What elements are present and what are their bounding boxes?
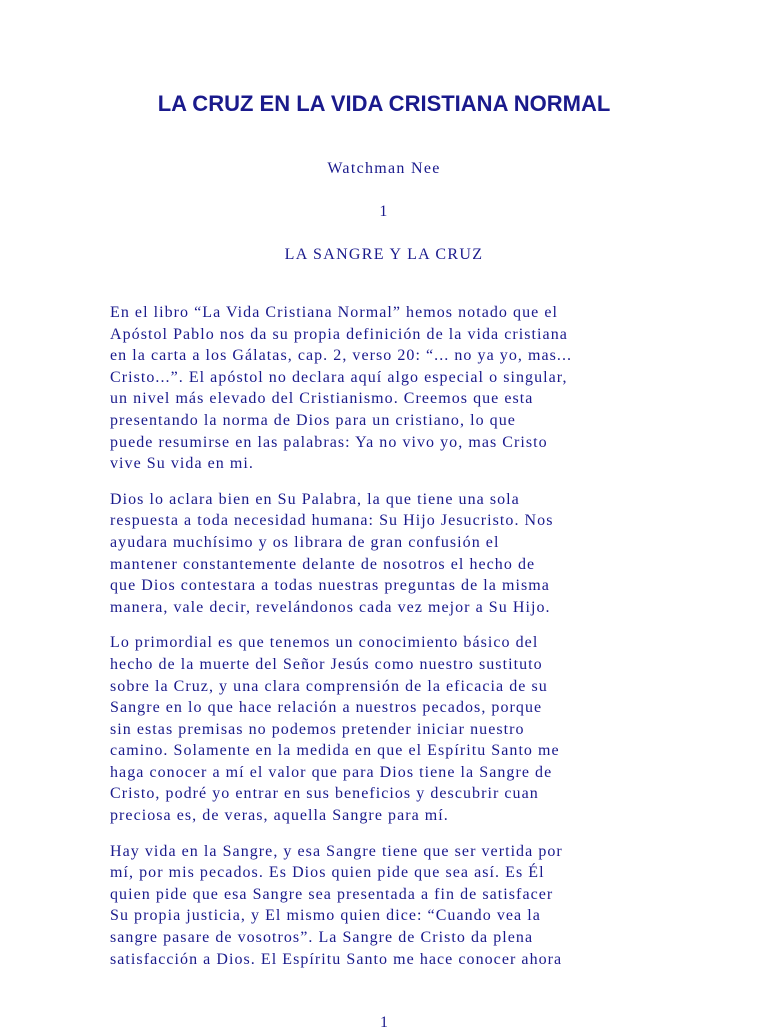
paragraph bbox=[110, 489, 660, 619]
text-line: respuesta a toda necesidad humana: Su Hijo Jesucristo. Nos bbox=[110, 512, 554, 530]
text-line: Cristo...”. El apóstol no declara aquí algo especial o singular, bbox=[110, 368, 568, 386]
text-line: mantener constantemente delante de nosotros el hecho de bbox=[110, 555, 536, 573]
text-line: Lo primordial es que tenemos un conocimiento básico del bbox=[110, 634, 539, 652]
text-line: Su propia justicia, y El mismo quien dice: “Cuando vea la bbox=[110, 907, 541, 925]
text-line: sobre la Cruz, y una clara comprensión de la eficacia de su bbox=[110, 677, 548, 695]
page-number: 1 bbox=[380, 1014, 388, 1031]
text-line: preciosa es, de veras, aquella Sangre para mí. bbox=[110, 807, 449, 825]
text-line: Hay vida en la Sangre, y esa Sangre tiene que ser vertida por bbox=[110, 842, 563, 860]
text-line: vive Su vida en mi. bbox=[110, 455, 254, 473]
text-line: Dios lo aclara bien en Su Palabra, la que tiene una sola bbox=[110, 490, 520, 508]
document-title: LA CRUZ EN LA VIDA CRISTIANA NORMAL bbox=[157, 91, 611, 116]
text-line: en la carta a los Gálatas, cap. 2, verso 20: “... no ya yo, mas... bbox=[110, 347, 573, 365]
text-line: Cristo, podré yo entrar en sus beneficios y descubrir cuan bbox=[110, 785, 539, 803]
text-line: mí, por mis pecados. Es Dios quien pide que sea así. Es Él bbox=[110, 864, 545, 882]
paragraph bbox=[110, 632, 660, 826]
text-line: sin estas premisas no podemos pretender iniciar nuestro bbox=[110, 720, 525, 738]
text-line: quien pide que esa Sangre sea presentada a fin de satisfacer bbox=[110, 885, 554, 903]
paragraph bbox=[110, 302, 660, 475]
text-line: hecho de la muerte del Señor Jesús como nuestro sustituto bbox=[110, 655, 543, 673]
text-line: un nivel más elevado del Cristianismo. Creemos que esta bbox=[110, 390, 534, 408]
text-line: sangre pasare de vosotros”. La Sangre de Cristo da plena bbox=[110, 929, 534, 947]
text-line: ayudara muchísimo y os librara de gran confusión el bbox=[110, 533, 500, 551]
text-line: manera, vale decir, revelándonos cada vez mejor a Su Hijo. bbox=[110, 598, 551, 616]
text-line: que Dios contestara a todas nuestras preguntas de la misma bbox=[110, 577, 550, 595]
text-line: puede resumirse en las palabras: Ya no vivo yo, mas Cristo bbox=[110, 433, 548, 451]
chapter-number: 1 bbox=[379, 203, 389, 220]
text-line: Apóstol Pablo nos da su propia definición de la vida cristiana bbox=[110, 325, 568, 343]
text-line: Sangre en lo que hace relación a nuestros pecados, porque bbox=[110, 699, 543, 717]
text-line: camino. Solamente en la medida en que el Espíritu Santo me bbox=[110, 742, 560, 760]
text-line: haga conocer a mí el valor que para Dios tiene la Sangre de bbox=[110, 763, 553, 781]
author-name: Watchman Nee bbox=[327, 160, 441, 177]
text-line: satisfacción a Dios. El Espíritu Santo me hace conocer ahora bbox=[110, 950, 563, 968]
chapter-title: LA SANGRE Y LA CRUZ bbox=[284, 246, 484, 263]
text-line: En el libro “La Vida Cristiana Normal” hemos notado que el bbox=[110, 304, 558, 321]
paragraph bbox=[110, 841, 660, 971]
text-line: presentando la norma de Dios para un cristiano, lo que bbox=[110, 411, 516, 429]
body-text bbox=[110, 302, 660, 984]
